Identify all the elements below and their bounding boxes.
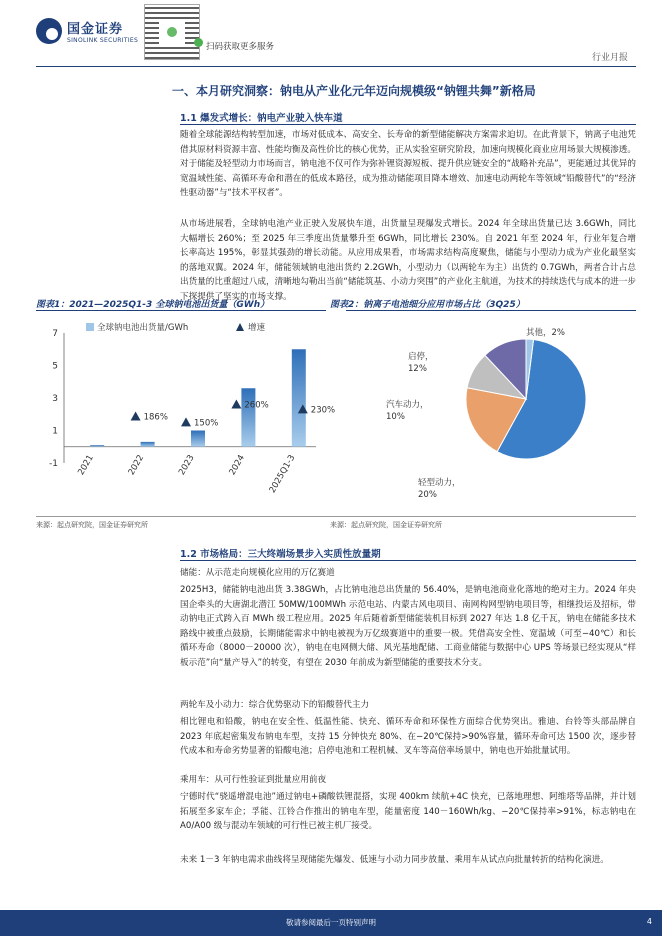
subsection-divider — [180, 560, 636, 561]
bar-2024 — [241, 388, 255, 447]
x-tick-label: 2021 — [76, 453, 96, 477]
paragraph: 2025H3，储能钠电池出货 3.38GWh，占比钠电池总出货量的 56.40%，是钠电池商业化落地的绝对主力。2024 年央国企牵头的大唐湖北潜江 50MW/100MWh 示范电站、内蒙古风电项目、南网构网型钠电项目等，相继投运及招标，带动钠电正式跨入百 MWh 级工程应用。2025 年后随着新型储能装机目标到 2027 年达 1.8 亿千瓦，钠电在储能多技术路线中被重点鼓励，长期储能需求中钠电被视为万亿级赛道中的重要一极。凭借高安全性、宽温域（可至−40℃）和长循环寿命（8000－20000 次），钠电在电网侧大储、风光基地配储、工商业储能与数据中心 UPS 等场景已经实现从“样板示范”向“量产导入”的转变，有望在 2030 年前成为新型储能的重要技术分支。 — [180, 585, 636, 668]
company-logo — [36, 18, 138, 44]
growth-label: 150% — [194, 418, 219, 429]
growth-marker — [131, 412, 141, 421]
header-divider — [36, 66, 636, 67]
disclaimer-note: 敬请参阅最后一页特别声明 — [286, 918, 376, 927]
page-number: 4 — [646, 917, 652, 926]
logo-icon — [36, 18, 62, 44]
x-tick-label: 2025Q1-3 — [267, 453, 298, 495]
y-tick-label: 5 — [52, 361, 58, 372]
y-tick-label: -1 — [49, 459, 58, 469]
x-tick-label: 2023 — [177, 453, 197, 477]
bar-chart-shipments — [36, 313, 336, 513]
y-tick-label: 3 — [52, 394, 58, 404]
figure-1-source: 来源：起点研究院，国金证券研究所 — [36, 521, 148, 529]
subsection-divider — [180, 124, 636, 125]
x-tick-label: 2022 — [126, 453, 147, 477]
logo-name-cn: 国金证券 — [67, 22, 124, 37]
bar-2025Q1-3 — [292, 349, 306, 447]
bar-2022 — [141, 442, 155, 447]
section-title: 一、本月研究洞察：钠电从产业化元年迈向规模级“钠锂共舞”新格局 — [172, 84, 536, 98]
legend-swatch-growth — [236, 323, 244, 331]
figure-1-title: 图表1：2021—2025Q1-3 全球钠电池出货量（GWh） — [36, 300, 270, 310]
page-header — [0, 0, 662, 72]
qr-logo-icon — [167, 27, 177, 37]
growth-marker — [231, 400, 241, 409]
pie-label: 储能， 56% — [566, 442, 592, 464]
topic-label-two-wheeler: 两轮车及小动力：综合优势驱动下的铅酸替代主力 — [180, 700, 370, 710]
topic-label-passenger-car: 乘用车：从可行性验证到批量应用前夜 — [180, 775, 327, 785]
figure-divider — [346, 310, 636, 311]
paragraph: 相比锂电和铅酸，钠电在安全性、低温性能、快充、循环寿命和环保性方面综合优势突出。雅迪、台铃等头部品牌自 2023 年底起密集发布钠电车型，支持 15 分钟快充 80%、在−20℃保持>90%容量，循环寿命可达 1500 次，逐步替代成本和寿命劣势显著的铅酸电池；启停电池和工程机械、叉车等高倍率场景中，钠电也开始批量试用。 — [180, 717, 636, 757]
topic-label-storage: 储能：从示范走向规模化应用的万亿赛道 — [180, 568, 335, 578]
qr-code[interactable] — [144, 4, 200, 60]
paragraph: 未来 1－3 年钠电需求曲线将呈现储能先爆发、低速与小动力同步放量、乘用车从试点向批量转折的结构化演进。 — [180, 855, 609, 865]
growth-marker — [181, 417, 191, 426]
paragraph: 从市场进展看，全球钠电池产业正驶入发展快车道，出货量呈现爆发式增长。2024 年全球出货量已达 3.6GWh，同比大幅增长 260%；至 2025 年三季度出货量攀升至 6GWh，同比增长 230%。自 2021 年至 2024 年，行业年复合增长率高达 195%，彰显其强劲的增长动能。从应用成果看，市场需求结构高度聚焦，储能与小型动力成为产业化最坚实的落地双翼。2024 年，储能领域钠电池出货约 2.2GWh，小型动力（以两轮车为主）出货约 0.7GWh，两者合计占总出货量的比重超过八成，清晰地勾勒出当前“储能筑基、小动力突围”的产业化主航道，为技术的持续迭代与成本的进一步下探提供了坚实的市场支撑。 — [180, 219, 636, 302]
bar-2021 — [90, 445, 104, 447]
legend-label-growth: 增速 — [248, 323, 266, 333]
pie-label: 汽车动力， 10% — [386, 400, 429, 422]
figure-divider — [36, 310, 326, 311]
bar-2023 — [191, 431, 205, 447]
pie-label: 其他，2% — [526, 328, 565, 338]
figure-2-title: 图表2：钠离子电池细分应用市场占比（3Q25） — [330, 300, 525, 310]
figure-2-source: 来源：起点研究院，国金证券研究所 — [330, 521, 442, 529]
pie-label: 启停， 12% — [408, 352, 434, 374]
wechat-icon — [194, 38, 203, 47]
report-type: 行业月报 — [591, 53, 628, 63]
x-tick-label: 2024 — [227, 453, 247, 477]
y-tick-label: 7 — [52, 329, 58, 339]
y-tick-label: 1 — [52, 426, 58, 437]
paragraph: 随着全球能源结构转型加速，市场对低成本、高安全、长寿命的新型储能解决方案需求迫切。在此背景下，钠离子电池凭借其原材料资源丰富、性能均衡及高性价比的核心优势，正从实验室研究阶段，加速向规模化商业应用场景大规模渗透。对于储能及轻型动力市场而言，钠电池不仅可作为弥补锂资源短板、提升供应链安全的“战略补充品”，更能通过其优异的宽温域性能、高循环寿命和潜在的低成本路径，成为推动储能项目降本增效、加速电动两轮车等领域“铅酸替代”的“经济性驱动器”与“技术平权者”。 — [180, 130, 636, 199]
legend-swatch-shipments — [86, 323, 94, 331]
pie-chart-applications — [346, 313, 636, 513]
logo-name-en: SINOLINK SECURITIES — [67, 37, 139, 44]
growth-label: 260% — [244, 400, 269, 411]
paragraph: 宁德时代“骁遥增混电池”通过钠电+磷酸铁锂混搭，实现 400km 续航+4C 快充，已落地理想、阿维塔等品牌，并计划拓展至多家车企；孚能、江铃合作推出的钠电车型，能量密度 140－160Wh/kg、−20℃保持率>91%，标志钠电在 A0/A00 级与混动车领域的可行性已被主机厂接受。 — [180, 792, 636, 832]
figure-bottom-divider — [36, 516, 636, 517]
pie-label: 轻型动力， 20% — [418, 478, 461, 500]
growth-label: 230% — [310, 405, 336, 416]
legend-label-shipments: 全球钠电池出货量/GWh — [97, 323, 189, 333]
subsection-title-1-1: 1.1 爆发式增长：钠电产业驶入快车道 — [180, 113, 343, 124]
subsection-title-1-2: 1.2 市场格局：三大终端场景步入实质性放量期 — [180, 549, 381, 560]
scan-hint: 扫码获取更多服务 — [206, 42, 275, 52]
growth-label: 186% — [143, 412, 168, 423]
